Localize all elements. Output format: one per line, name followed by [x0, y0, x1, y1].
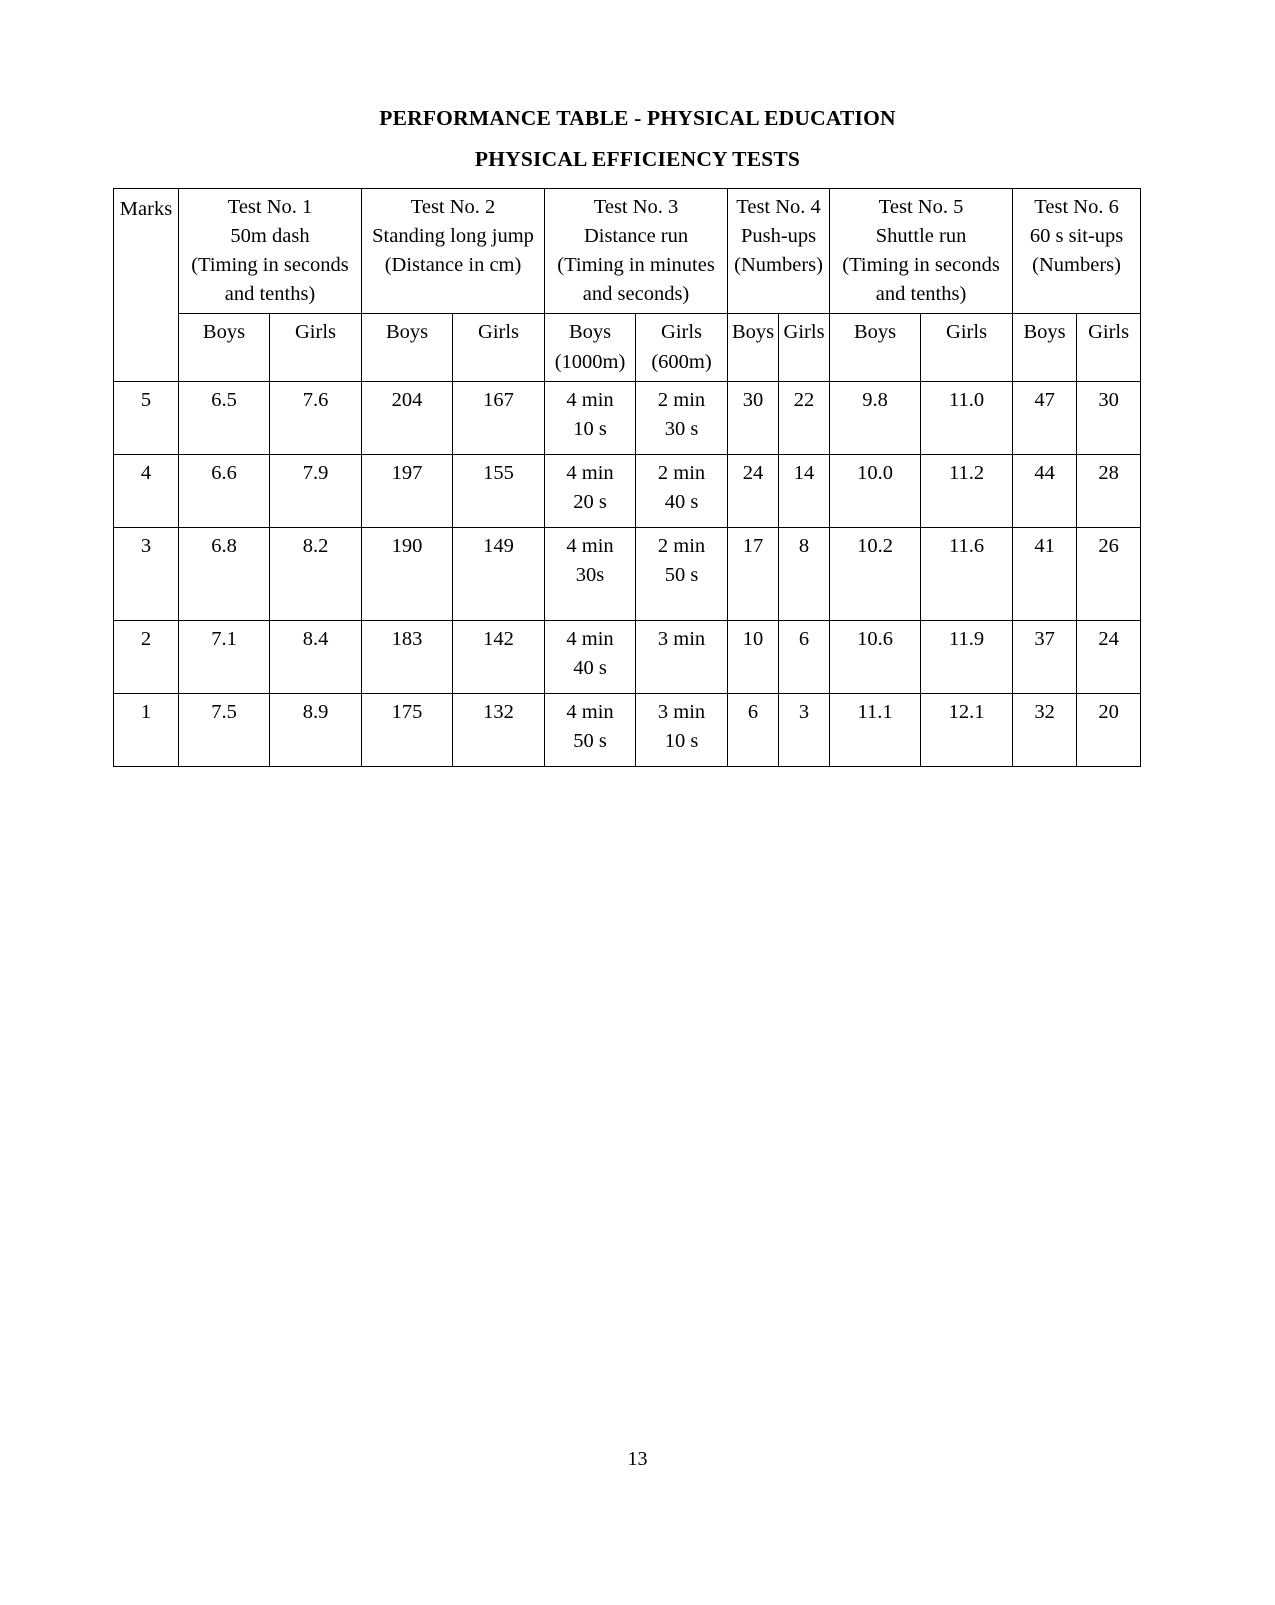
- cell-t6-boys: 44: [1013, 454, 1077, 527]
- cell-t3-girls-line1: 3 min: [657, 700, 706, 723]
- cell-t4-boys: 10: [728, 620, 779, 693]
- cell-t3-girls: [636, 454, 728, 527]
- test-5-name: Shuttle run: [875, 225, 967, 248]
- table-header-row-tests: [114, 189, 1141, 314]
- cell-t3-boys-line1: 4 min: [566, 627, 614, 650]
- cell-t3-girls: [636, 527, 728, 620]
- test-3-name: Distance run: [583, 225, 689, 248]
- cell-t2-girls: 132: [453, 693, 545, 766]
- cell-t3-girls-line2: 10 s: [664, 729, 699, 752]
- cell-t3-boys-line2: 30s: [575, 563, 605, 586]
- subheader-test-6-boys: Boys: [1013, 314, 1077, 381]
- test-4-unit-line1: (Numbers): [734, 254, 823, 277]
- cell-t4-boys: 17: [728, 527, 779, 620]
- cell-t4-girls: 6: [779, 620, 830, 693]
- row-marks: 1: [114, 693, 179, 766]
- test-2-number: Test No. 2: [410, 196, 496, 218]
- cell-t3-boys-line1: 4 min: [566, 700, 614, 723]
- header-marks: Marks: [114, 189, 179, 382]
- cell-t3-boys: [545, 381, 636, 454]
- cell-t6-boys: 47: [1013, 381, 1077, 454]
- cell-t6-girls: 20: [1077, 693, 1141, 766]
- test-4-name: Push-ups: [740, 225, 817, 248]
- cell-t3-girls-line2: 50 s: [664, 563, 699, 586]
- table-row: [114, 620, 1141, 693]
- title-block: [0, 0, 1275, 170]
- subheader-test-6-girls: Girls: [1077, 314, 1141, 381]
- subheader-test-4-boys: Boys: [728, 314, 779, 381]
- test-2-unit-line2: [364, 280, 542, 309]
- cell-t6-boys: 37: [1013, 620, 1077, 693]
- table-row: [114, 693, 1141, 766]
- cell-t6-girls: 26: [1077, 527, 1141, 620]
- test-4-number: Test No. 4: [736, 196, 821, 218]
- table-header-row-subcolumns: [114, 314, 1141, 381]
- header-test-5: [830, 189, 1013, 314]
- cell-t2-boys: 204: [362, 381, 453, 454]
- cell-t2-girls: 155: [453, 454, 545, 527]
- cell-t3-girls-line1: 2 min: [657, 388, 706, 411]
- cell-t1-boys: 6.6: [179, 454, 270, 527]
- test-3-unit-line1: (Timing in minutes: [557, 254, 715, 277]
- subheader-test-3-girls-label: Girls: [661, 321, 703, 344]
- table-row: [114, 454, 1141, 527]
- test-4-unit-line2: [730, 280, 827, 309]
- subheader-test-3-boys-note: (1000m): [554, 350, 626, 373]
- performance-table: [113, 188, 1141, 767]
- test-6-unit-line1: (Numbers): [1032, 254, 1121, 277]
- row-marks: 3: [114, 527, 179, 620]
- cell-t5-girls: 11.0: [921, 381, 1013, 454]
- cell-t6-girls: 28: [1077, 454, 1141, 527]
- cell-t5-girls: 11.6: [921, 527, 1013, 620]
- cell-t3-boys: [545, 620, 636, 693]
- test-2-name: Standing long jump: [372, 225, 534, 248]
- cell-t3-girls: [636, 381, 728, 454]
- subheader-test-3-boys-label: Boys: [568, 321, 612, 344]
- test-6-unit-line2: [1015, 280, 1138, 309]
- cell-t2-girls: 167: [453, 381, 545, 454]
- test-1-name: 50m dash: [230, 225, 310, 248]
- cell-t3-girls: [636, 693, 728, 766]
- cell-t3-girls-line2: 30 s: [664, 417, 699, 440]
- cell-t1-girls: 8.9: [270, 693, 362, 766]
- page-subtitle: PHYSICAL EFFICIENCY TESTS: [474, 146, 801, 171]
- subheader-test-3-girls: [636, 314, 728, 381]
- cell-t4-boys: 30: [728, 381, 779, 454]
- test-1-unit-line2: and tenths): [224, 283, 316, 306]
- cell-t5-boys: 10.2: [830, 527, 921, 620]
- cell-t1-girls: 8.4: [270, 620, 362, 693]
- cell-t4-boys: 6: [728, 693, 779, 766]
- cell-t2-boys: 183: [362, 620, 453, 693]
- cell-t4-girls: 22: [779, 381, 830, 454]
- cell-t3-girls-line2: 40 s: [664, 490, 699, 513]
- cell-t5-girls: 11.9: [921, 620, 1013, 693]
- cell-t4-girls: 8: [779, 527, 830, 620]
- cell-t2-boys: 175: [362, 693, 453, 766]
- cell-t5-girls: 12.1: [921, 693, 1013, 766]
- cell-t4-girls: 14: [779, 454, 830, 527]
- cell-t5-boys: 10.0: [830, 454, 921, 527]
- cell-t1-boys: 7.5: [179, 693, 270, 766]
- cell-t3-boys-line2: 10 s: [573, 417, 607, 440]
- cell-t1-girls: 7.6: [270, 381, 362, 454]
- row-marks: 4: [114, 454, 179, 527]
- subheader-test-2-boys: Boys: [362, 314, 453, 381]
- row-marks: 5: [114, 381, 179, 454]
- subheader-test-2-girls: Girls: [453, 314, 545, 381]
- cell-t6-boys: 41: [1013, 527, 1077, 620]
- subheader-test-1-boys: Boys: [179, 314, 270, 381]
- page-number: 13: [627, 1448, 648, 1470]
- cell-t3-boys: [545, 527, 636, 620]
- cell-t3-girls-line1: 3 min: [657, 627, 706, 650]
- row-marks: 2: [114, 620, 179, 693]
- cell-t4-girls: 3: [779, 693, 830, 766]
- test-5-unit-line1: (Timing in seconds: [842, 254, 1000, 277]
- subheader-test-3-boys: [545, 314, 636, 381]
- page-title: PERFORMANCE TABLE - PHYSICAL EDUCATION: [379, 106, 896, 130]
- cell-t2-girls: 149: [453, 527, 545, 620]
- test-3-number: Test No. 3: [593, 196, 679, 218]
- cell-t3-boys-line1: 4 min: [566, 534, 614, 557]
- cell-t3-boys-line1: 4 min: [566, 388, 614, 411]
- cell-t3-boys-line2: 40 s: [573, 656, 607, 679]
- cell-t1-girls: 7.9: [270, 454, 362, 527]
- cell-t5-girls: 11.2: [921, 454, 1013, 527]
- subheader-test-1-girls: Girls: [270, 314, 362, 381]
- cell-t3-boys: [545, 693, 636, 766]
- cell-t1-boys: 7.1: [179, 620, 270, 693]
- cell-t2-girls: 142: [453, 620, 545, 693]
- cell-t2-boys: 190: [362, 527, 453, 620]
- cell-t1-boys: 6.8: [179, 527, 270, 620]
- test-6-number: Test No. 6: [1034, 196, 1119, 218]
- table-row: [114, 381, 1141, 454]
- cell-t3-boys-line2: 20 s: [573, 490, 607, 513]
- cell-t2-boys: 197: [362, 454, 453, 527]
- subheader-test-5-girls: Girls: [921, 314, 1013, 381]
- cell-t3-boys: [545, 454, 636, 527]
- cell-t6-girls: 24: [1077, 620, 1141, 693]
- header-test-1: [179, 189, 362, 314]
- header-test-2: [362, 189, 545, 314]
- performance-table-wrapper: [113, 188, 1140, 767]
- cell-t3-girls-line1: 2 min: [657, 461, 706, 484]
- header-test-6: [1013, 189, 1141, 314]
- subheader-test-4-girls: Girls: [779, 314, 830, 381]
- test-5-number: Test No. 5: [878, 196, 964, 218]
- test-6-name: 60 s sit-ups: [1029, 225, 1124, 248]
- test-2-unit-line1: (Distance in cm): [384, 254, 522, 277]
- test-5-unit-line2: and tenths): [875, 283, 967, 306]
- cell-t5-boys: 9.8: [830, 381, 921, 454]
- test-1-unit-line1: (Timing in seconds: [191, 254, 349, 277]
- cell-t5-boys: 11.1: [830, 693, 921, 766]
- header-test-3: [545, 189, 728, 314]
- cell-t3-girls: [636, 620, 728, 693]
- cell-t3-boys-line2: 50 s: [573, 729, 607, 752]
- cell-t1-girls: 8.2: [270, 527, 362, 620]
- cell-t5-boys: 10.6: [830, 620, 921, 693]
- cell-t1-boys: 6.5: [179, 381, 270, 454]
- header-test-4: [728, 189, 830, 314]
- subheader-test-5-boys: Boys: [830, 314, 921, 381]
- test-3-unit-line2: and seconds): [582, 283, 690, 306]
- subheader-test-3-girls-note: (600m): [651, 350, 712, 373]
- table-row: [114, 527, 1141, 620]
- cell-t3-boys-line1: 4 min: [566, 461, 614, 484]
- cell-t6-girls: 30: [1077, 381, 1141, 454]
- cell-t4-boys: 24: [728, 454, 779, 527]
- cell-t3-girls-line1: 2 min: [657, 534, 706, 557]
- cell-t6-boys: 32: [1013, 693, 1077, 766]
- test-1-number: Test No. 1: [227, 196, 313, 218]
